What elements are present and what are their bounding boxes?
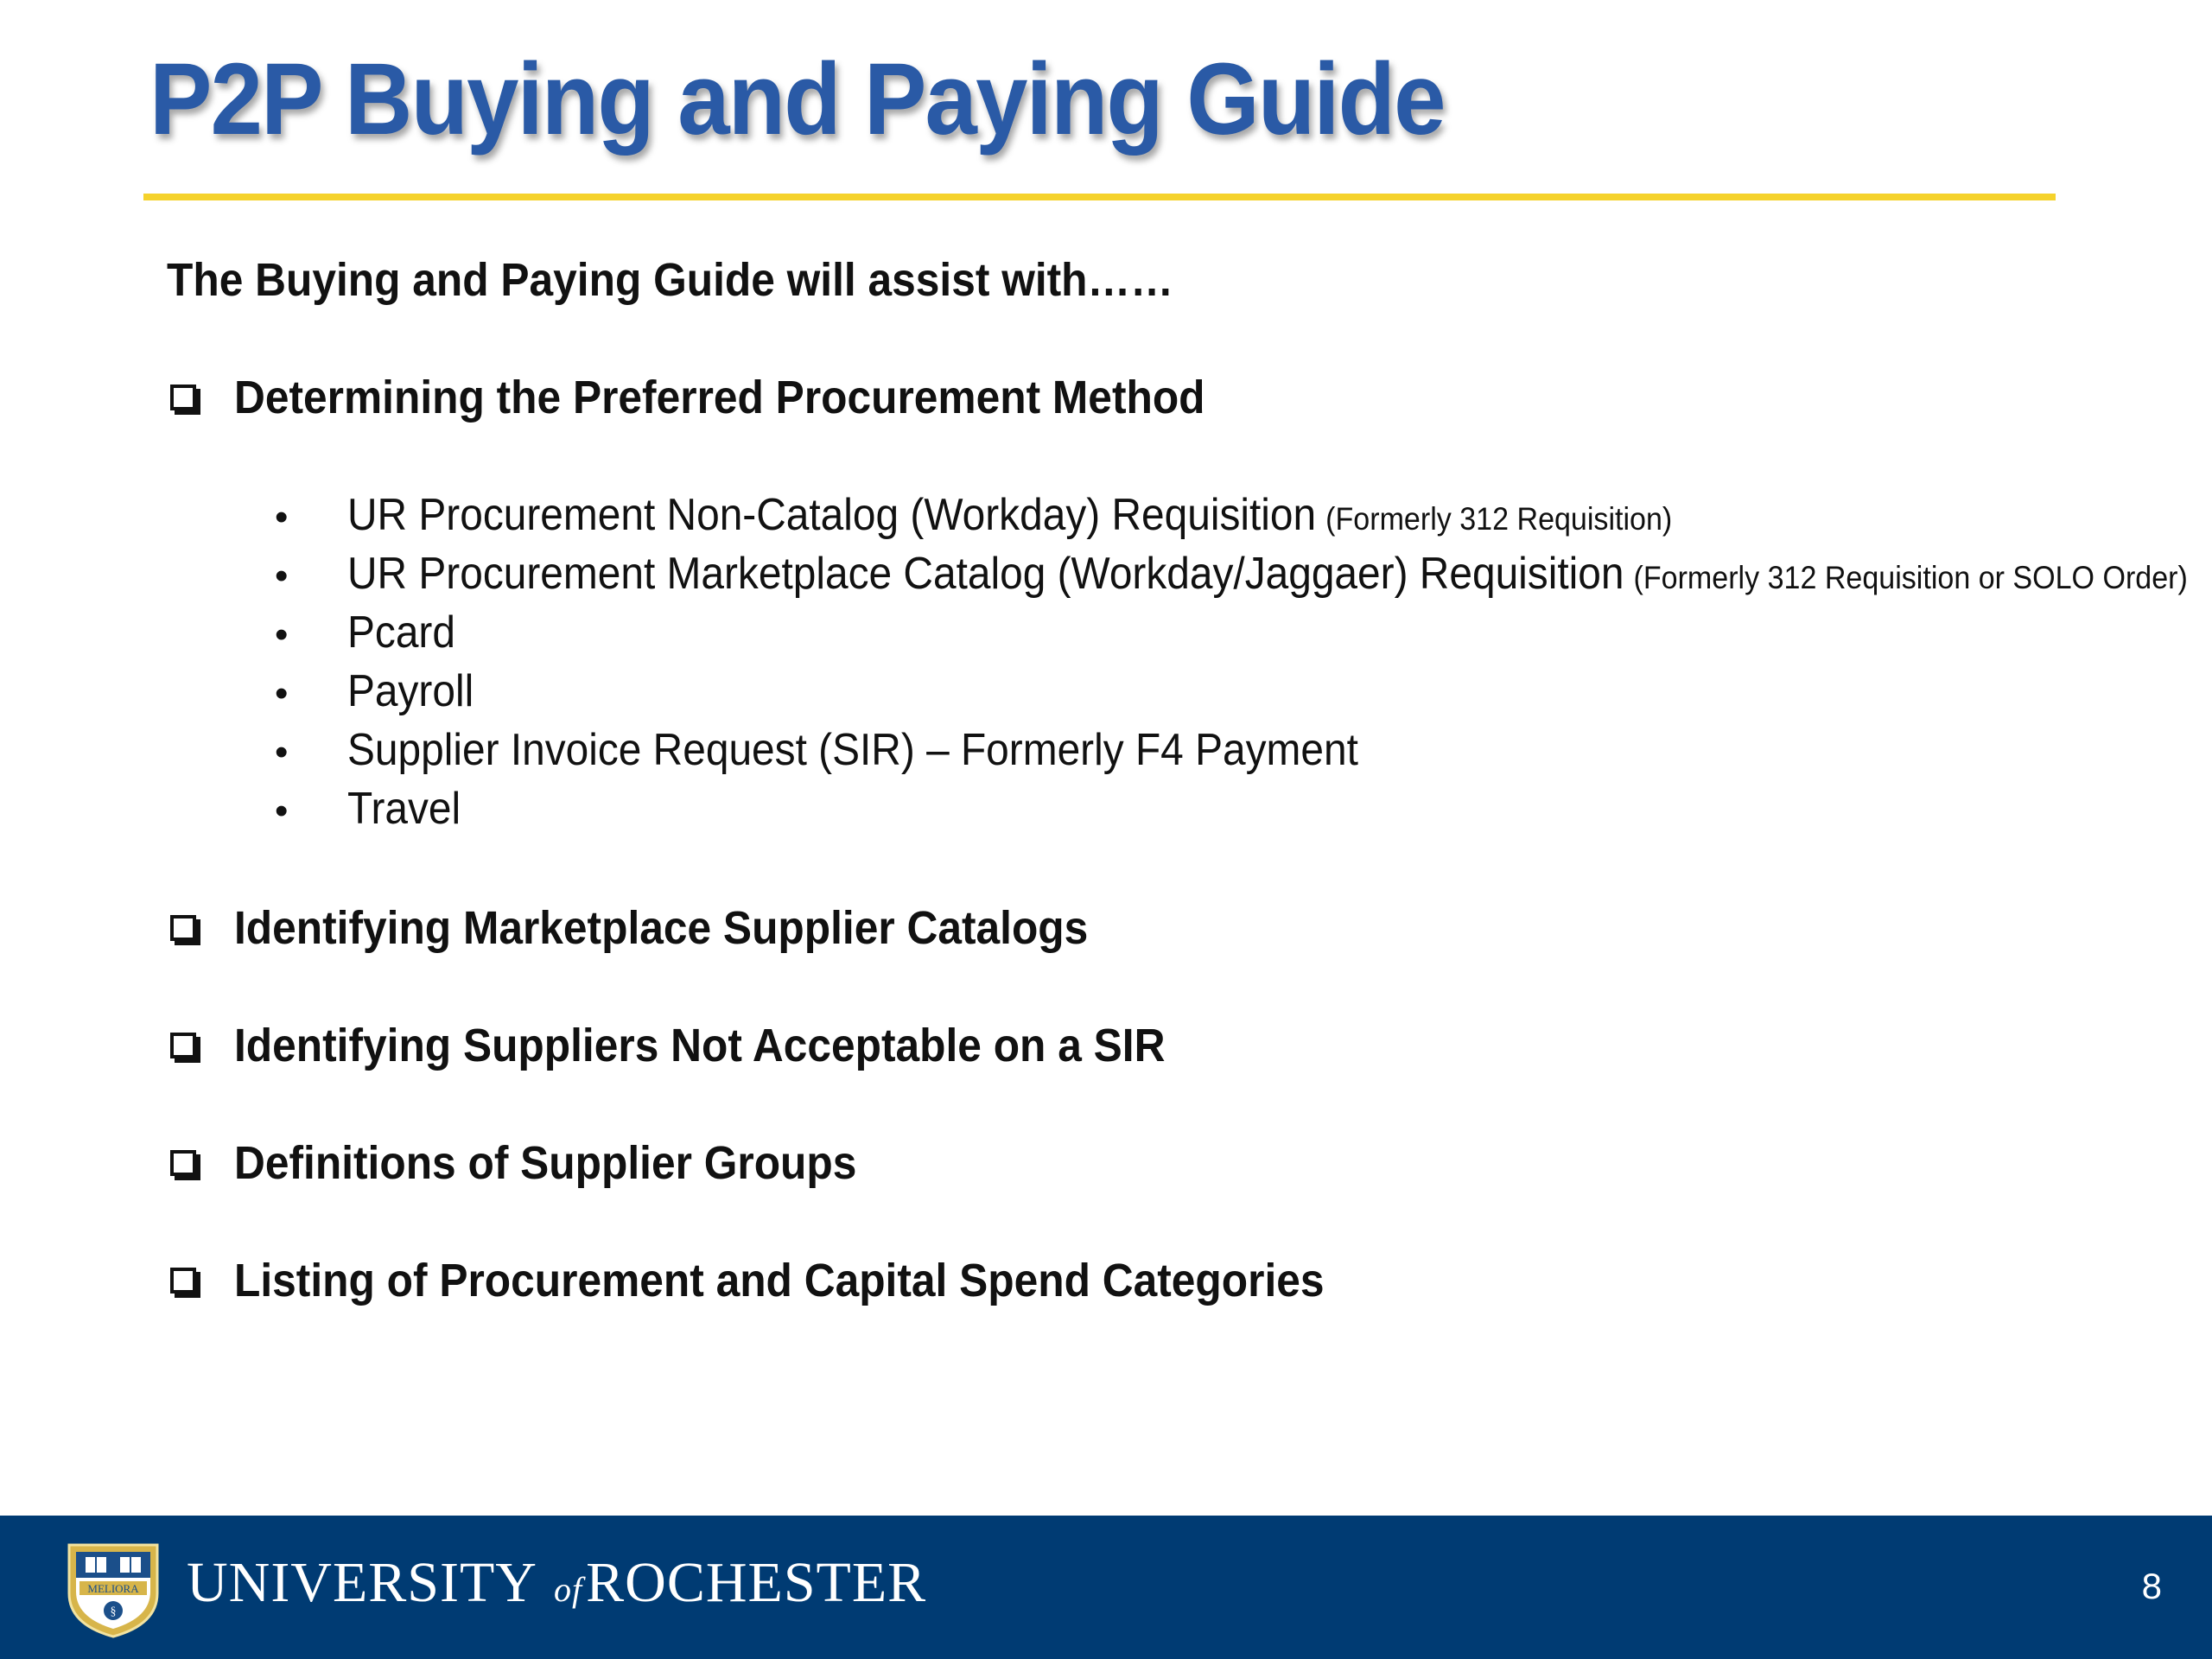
bullet-icon: • <box>275 731 289 773</box>
intro-text: The Buying and Paying Guide will assist with…… <box>167 254 1173 306</box>
checkbox-icon <box>170 1033 196 1058</box>
section-label: Listing of Procurement and Capital Spend Categories <box>234 1255 1325 1306</box>
section-item <box>170 1253 1419 1309</box>
page-number: 8 <box>2141 1566 2162 1606</box>
bullet-text: Supplier Invoice Request (SIR) – Formerly F4 Payment <box>347 725 1358 775</box>
bullet-text: UR Procurement Non-Catalog (Workday) Requisition (Formerly 312 Requisition) <box>347 490 1673 540</box>
checkbox-icon <box>170 915 196 941</box>
bullet-icon: • <box>275 555 289 597</box>
bullet-note: (Formerly 312 Requisition) <box>1325 501 1673 537</box>
list-item <box>275 724 2212 783</box>
section-label: Identifying Suppliers Not Acceptable on a SIR <box>234 1020 1166 1071</box>
section-label: Determining the Preferred Procurement Method <box>234 372 1205 423</box>
footer-bar <box>0 1516 2212 1659</box>
svg-text:MELIORA: MELIORA <box>87 1582 139 1595</box>
slide-title: P2P Buying and Paying Guide <box>149 42 1445 156</box>
checkbox-icon <box>170 1150 196 1176</box>
procurement-method-list <box>275 489 2212 842</box>
section-item <box>170 1135 911 1192</box>
section-item <box>170 900 1162 957</box>
bullet-text: UR Procurement Marketplace Catalog (Workday/Jaggaer) Requisition (Formerly 312 Requisition or SOLO Order) <box>347 549 2188 599</box>
university-logo-text: UNIVERSITY ofROCHESTER <box>187 1551 927 1614</box>
bullet-icon: • <box>275 672 289 715</box>
section-label: Definitions of Supplier Groups <box>234 1137 857 1189</box>
list-item <box>275 548 2212 607</box>
bullet-icon: • <box>275 496 289 538</box>
checkbox-icon <box>170 1268 196 1294</box>
bullet-icon: • <box>275 613 289 656</box>
bullet-icon: • <box>275 790 289 832</box>
checkbox-icon <box>170 385 196 410</box>
list-item <box>275 783 2212 842</box>
list-item <box>275 489 2212 548</box>
section-item <box>170 370 1289 426</box>
section-item <box>170 1018 1246 1074</box>
section-label: Identifying Marketplace Supplier Catalogs <box>234 902 1089 954</box>
bullet-text: Travel <box>347 784 461 834</box>
svg-text:§: § <box>110 1605 117 1618</box>
bullet-text: Pcard <box>347 607 455 658</box>
title-underline <box>143 194 2056 200</box>
list-item <box>275 665 2212 724</box>
university-seal-icon <box>62 1540 164 1640</box>
bullet-text: Payroll <box>347 666 474 716</box>
list-item <box>275 607 2212 665</box>
bullet-note: (Formerly 312 Requisition or SOLO Order) <box>1633 560 2188 595</box>
